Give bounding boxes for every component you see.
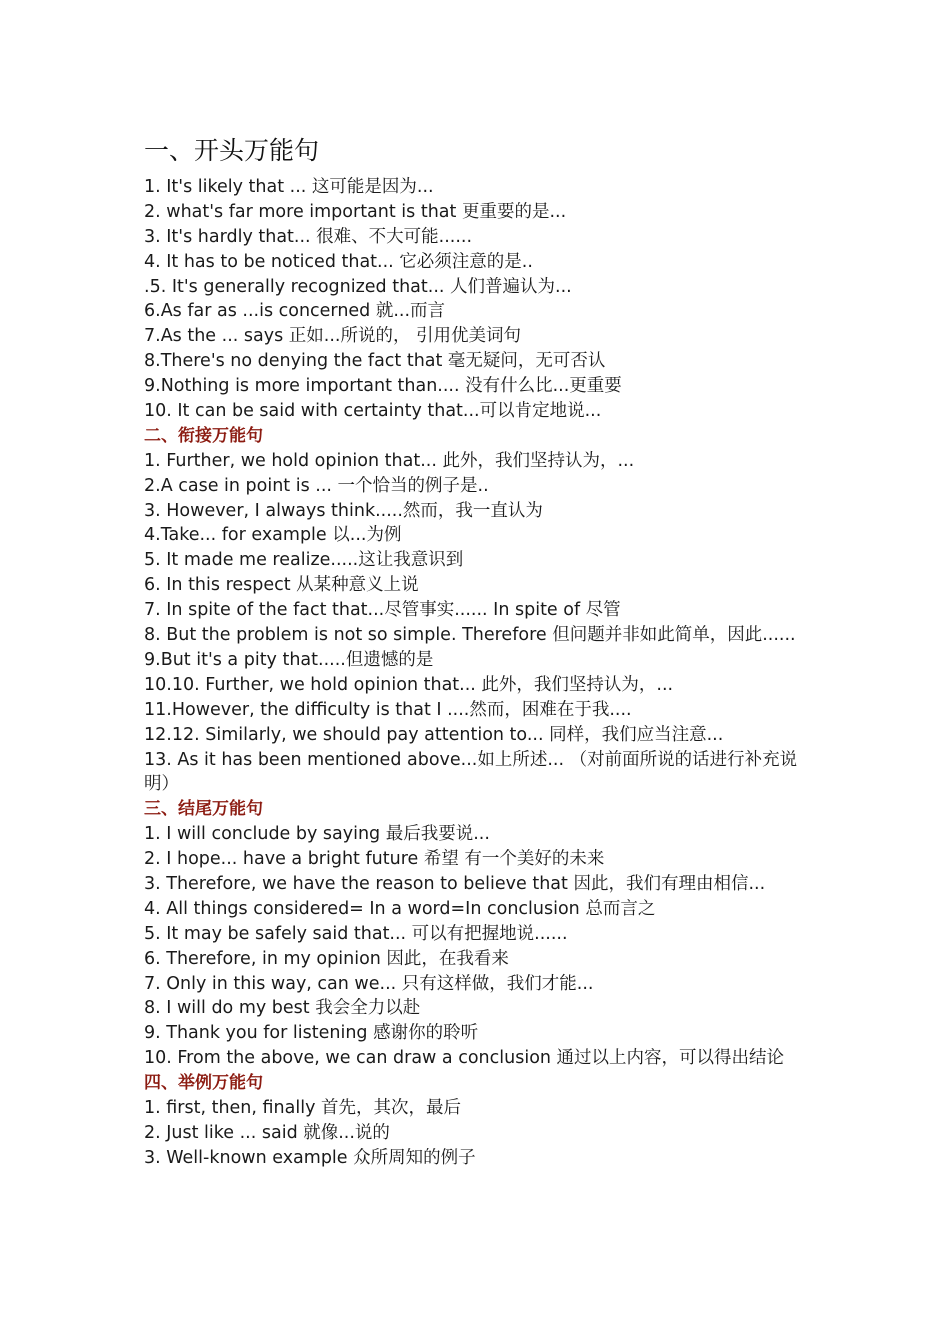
list-item: 13. As it has been mentioned above...如上所述... （对前面所说的话进行补充说明） [144, 749, 798, 795]
list-item: 3. Well-known example 众所周知的例子 [144, 1147, 476, 1168]
list-item: 8.There's no denying the fact that 毫无疑问，无可否认 [144, 351, 606, 372]
list-item: 7. Only in this way, can we... 只有这样做，我们才能... [144, 973, 594, 994]
list-item: 4. All things considered= In a word=In conclusion 总而言之 [144, 898, 656, 919]
list-item: 2. Just like ... said 就像...说的 [144, 1122, 390, 1143]
list-item: 11.However, the difficulty is that I ....然而，困难在于我.... [144, 699, 632, 720]
section-heading-transition: 二、衔接万能句 [144, 425, 263, 446]
list-item: 2.A case in point is ... 一个恰当的例子是.. [144, 475, 489, 496]
section-opening-sentences [144, 175, 812, 424]
section-heading-examples: 四、举例万能句 [144, 1073, 263, 1094]
section-example-sentences [144, 1071, 812, 1171]
list-item: 3. Therefore, we have the reason to believe that 因此，我们有理由相信... [144, 873, 766, 894]
list-item: 2. what's far more important is that 更重要的是... [144, 201, 567, 222]
list-item: 10. From the above, we can draw a conclusion 通过以上内容，可以得出结论 [144, 1048, 785, 1069]
section-heading-closing: 三、结尾万能句 [144, 799, 263, 820]
page-title: 一、开头万能句 [144, 136, 320, 165]
list-item: 5. It made me realize.....这让我意识到 [144, 550, 464, 571]
list-item: 6.As far as ...is concerned 就...而言 [144, 301, 446, 322]
list-item: 10.10. Further, we hold opinion that... 此外，我们坚持认为，... [144, 674, 674, 695]
section-transition-sentences [144, 424, 812, 797]
list-item: 3. However, I always think.....然而，我一直认为 [144, 500, 543, 521]
list-item: 4.Take... for example 以...为例 [144, 525, 402, 546]
list-item: 2. I hope... have a bright future 希望 有一个美好的未来 [144, 849, 605, 870]
list-item: 1. I will conclude by saying 最后我要说... [144, 824, 490, 845]
list-item: 6. Therefore, in my opinion 因此，在我看来 [144, 948, 509, 969]
list-item: 1. Further, we hold opinion that... 此外，我们坚持认为，... [144, 450, 635, 471]
list-item: 8. I will do my best 我会全力以赴 [144, 998, 421, 1019]
list-item: 7. In spite of the fact that...尽管事实...... In spite of 尽管 [144, 600, 621, 621]
list-item: 1. first, then, finally 首先，其次，最后 [144, 1098, 461, 1119]
list-item: 9.But it's a pity that.....但遗憾的是 [144, 649, 434, 670]
list-item: 4. It has to be noticed that... 它必须注意的是.. [144, 251, 533, 272]
list-item: 12.12. Similarly, we should pay attention to... 同样，我们应当注意... [144, 724, 724, 745]
list-item: 6. In this respect 从某种意义上说 [144, 575, 419, 596]
list-item: 7.As the ... says 正如...所说的， 引用优美词句 [144, 326, 522, 347]
list-item: 8. But the problem is not so simple. Therefore 但问题并非如此简单，因此...... [144, 625, 796, 646]
list-item: 10. It can be said with certainty that...可以肯定地说... [144, 401, 602, 422]
list-item: 1. It's likely that ... 这可能是因为... [144, 177, 434, 197]
section-closing-sentences [144, 797, 812, 1071]
list-item: 9.Nothing is more important than.... 没有什么比...更重要 [144, 376, 622, 397]
list-item: .5. It's generally recognized that... 人们普遍认为... [144, 276, 572, 297]
list-item: 5. It may be safely said that... 可以有把握地说...... [144, 923, 568, 944]
list-item: 3. It's hardly that... 很难、不大可能...... [144, 226, 473, 247]
document-body [144, 132, 812, 1171]
list-item: 9. Thank you for listening 感谢你的聆听 [144, 1023, 479, 1044]
